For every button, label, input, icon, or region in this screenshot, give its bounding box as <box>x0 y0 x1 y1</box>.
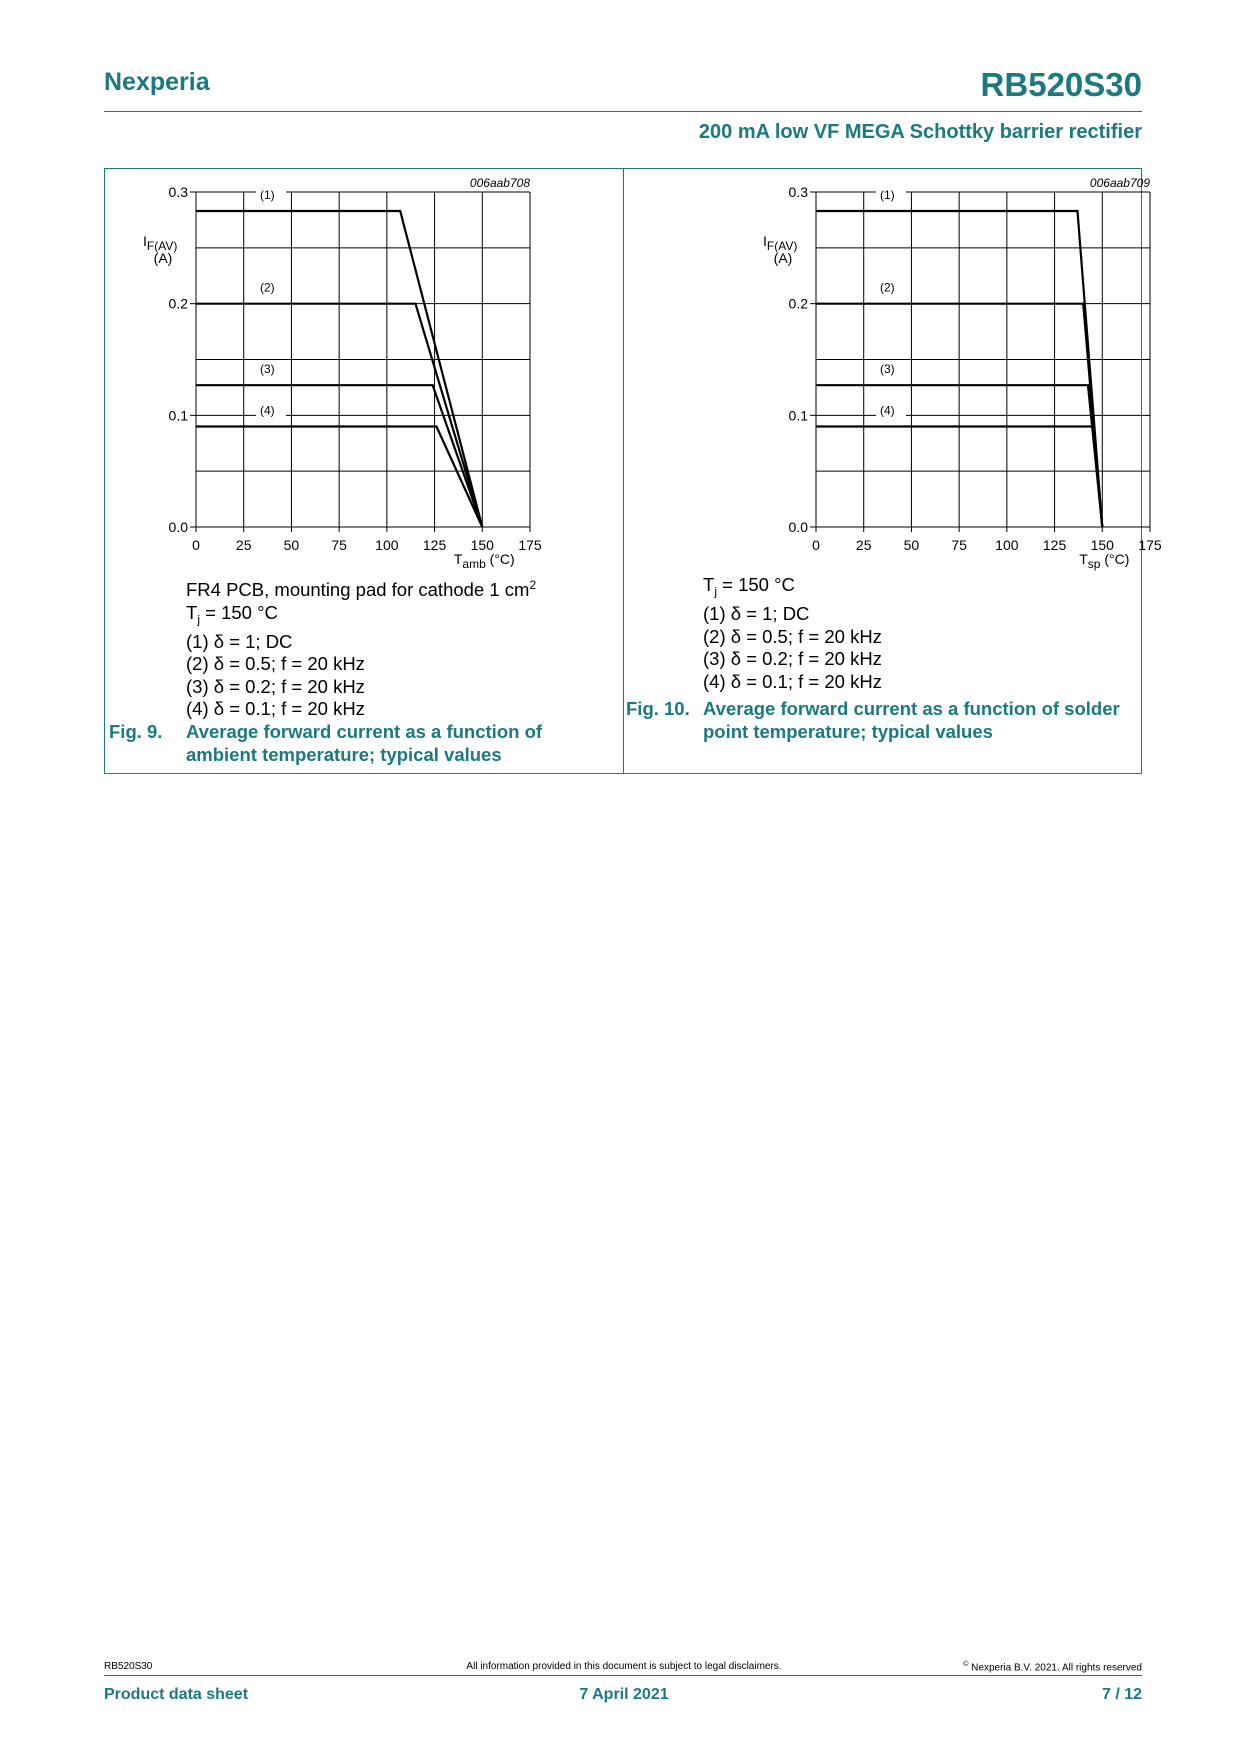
fig10-label: Fig. 10. <box>626 698 690 719</box>
chart-fig9 <box>0 0 620 580</box>
curve-label: (2) <box>260 280 275 295</box>
y-tick-label: 0.0 <box>168 519 188 535</box>
x-tick-label: 100 <box>375 537 399 553</box>
y-axis-unit: (A) <box>773 250 793 266</box>
x-tick-label: 125 <box>1042 537 1067 553</box>
y-axis-label: IF(AV) <box>143 233 178 253</box>
x-tick-label: 175 <box>518 537 542 553</box>
fig10-notes <box>703 574 882 693</box>
part-number: RB520S30 <box>980 66 1142 103</box>
chart-code: 006aab709 <box>1089 176 1150 190</box>
x-axis-label: Tamb (°C) <box>453 551 515 571</box>
chart-fig10 <box>620 0 1240 580</box>
fig9-title: Average forward current as a function of ambient temperature; typical values <box>186 721 543 765</box>
footer-date: 7 April 2021 <box>579 1686 669 1703</box>
curve-label: (1) <box>880 187 895 202</box>
x-tick-label: 50 <box>283 537 300 553</box>
brand-logo-text: Nexperia <box>104 68 210 96</box>
x-tick-label: 175 <box>1138 537 1162 553</box>
chart-code: 006aab708 <box>469 176 530 190</box>
footer-page-number: 7 / 12 <box>1101 1686 1142 1703</box>
footer-doc-id: RB520S30 <box>104 1661 153 1672</box>
y-tick-label: 0.0 <box>788 519 808 535</box>
fig10-note-line: (4) δ = 0.1; f = 20 kHz <box>703 670 882 692</box>
curve-label: (4) <box>260 403 275 418</box>
fig10-note-tj: $T_j = 150$ °C <box>703 574 795 599</box>
fig9-label: Fig. 9. <box>109 721 163 742</box>
fig9-note-line: (2) δ = 0.5; f = 20 kHz <box>186 653 365 675</box>
fig9-note-line: (3) δ = 0.2; f = 20 kHz <box>186 675 365 697</box>
fig9-note-line: (4) δ = 0.1; f = 20 kHz <box>186 698 365 720</box>
x-tick-label: 75 <box>331 537 347 553</box>
curve-label: (2) <box>880 280 895 295</box>
y-tick-label: 0.1 <box>788 407 808 424</box>
footer-rule <box>104 1675 1142 1676</box>
fig9-note-pcb: FR4 PCB, mounting pad for cathode 1 $cm^2$ <box>186 578 537 601</box>
curve-label: (3) <box>260 362 275 377</box>
x-tick-label: 125 <box>422 537 447 553</box>
x-tick-label: 50 <box>903 537 920 553</box>
footer-copyright: © Nexperia B.V. 2021. All rights reserved <box>963 1661 1142 1674</box>
y-tick-label: 0.3 <box>168 184 188 200</box>
curve-label: (3) <box>880 362 895 377</box>
y-tick-label: 0.2 <box>168 295 188 312</box>
x-tick-label: 100 <box>995 537 1019 553</box>
fig10-note-line: (3) δ = 0.2; f = 20 kHz <box>703 648 882 670</box>
x-tick-label: 75 <box>951 537 967 553</box>
fig10-title: Average forward current as a function of solder point temperature; typical values <box>703 698 1120 742</box>
x-tick-label: 150 <box>470 537 494 553</box>
page-subtitle: 200 mA low VF MEGA Schottky barrier rectifier <box>698 121 1142 143</box>
y-axis-unit: (A) <box>153 250 173 266</box>
fig10-note-line: (1) δ = 1; DC <box>703 603 810 625</box>
x-tick-label: 0 <box>192 537 200 553</box>
y-tick-label: 0.2 <box>788 295 808 312</box>
footer-doc-type: Product data sheet <box>104 1686 249 1703</box>
y-axis-label: IF(AV) <box>763 233 798 253</box>
fig10-note-line: (2) δ = 0.5; f = 20 kHz <box>703 625 882 647</box>
fig9-notes <box>186 574 536 721</box>
x-tick-label: 25 <box>855 537 872 553</box>
footer-disclaimer: All information provided in this document is subject to legal disclaimers. <box>466 1661 782 1672</box>
y-tick-label: 0.3 <box>788 184 808 200</box>
x-tick-label: 25 <box>235 537 252 553</box>
x-tick-label: 0 <box>812 537 820 553</box>
fig9-note-line: (1) δ = 1; DC <box>186 630 293 652</box>
curve-label: (4) <box>880 403 895 418</box>
x-tick-label: 150 <box>1090 537 1114 553</box>
x-axis-label: Tsp (°C) <box>1079 551 1130 571</box>
y-tick-label: 0.1 <box>168 407 188 424</box>
fig9-note-tj: $T_j = 150$ °C <box>186 601 278 627</box>
curve-label: (1) <box>260 187 275 202</box>
